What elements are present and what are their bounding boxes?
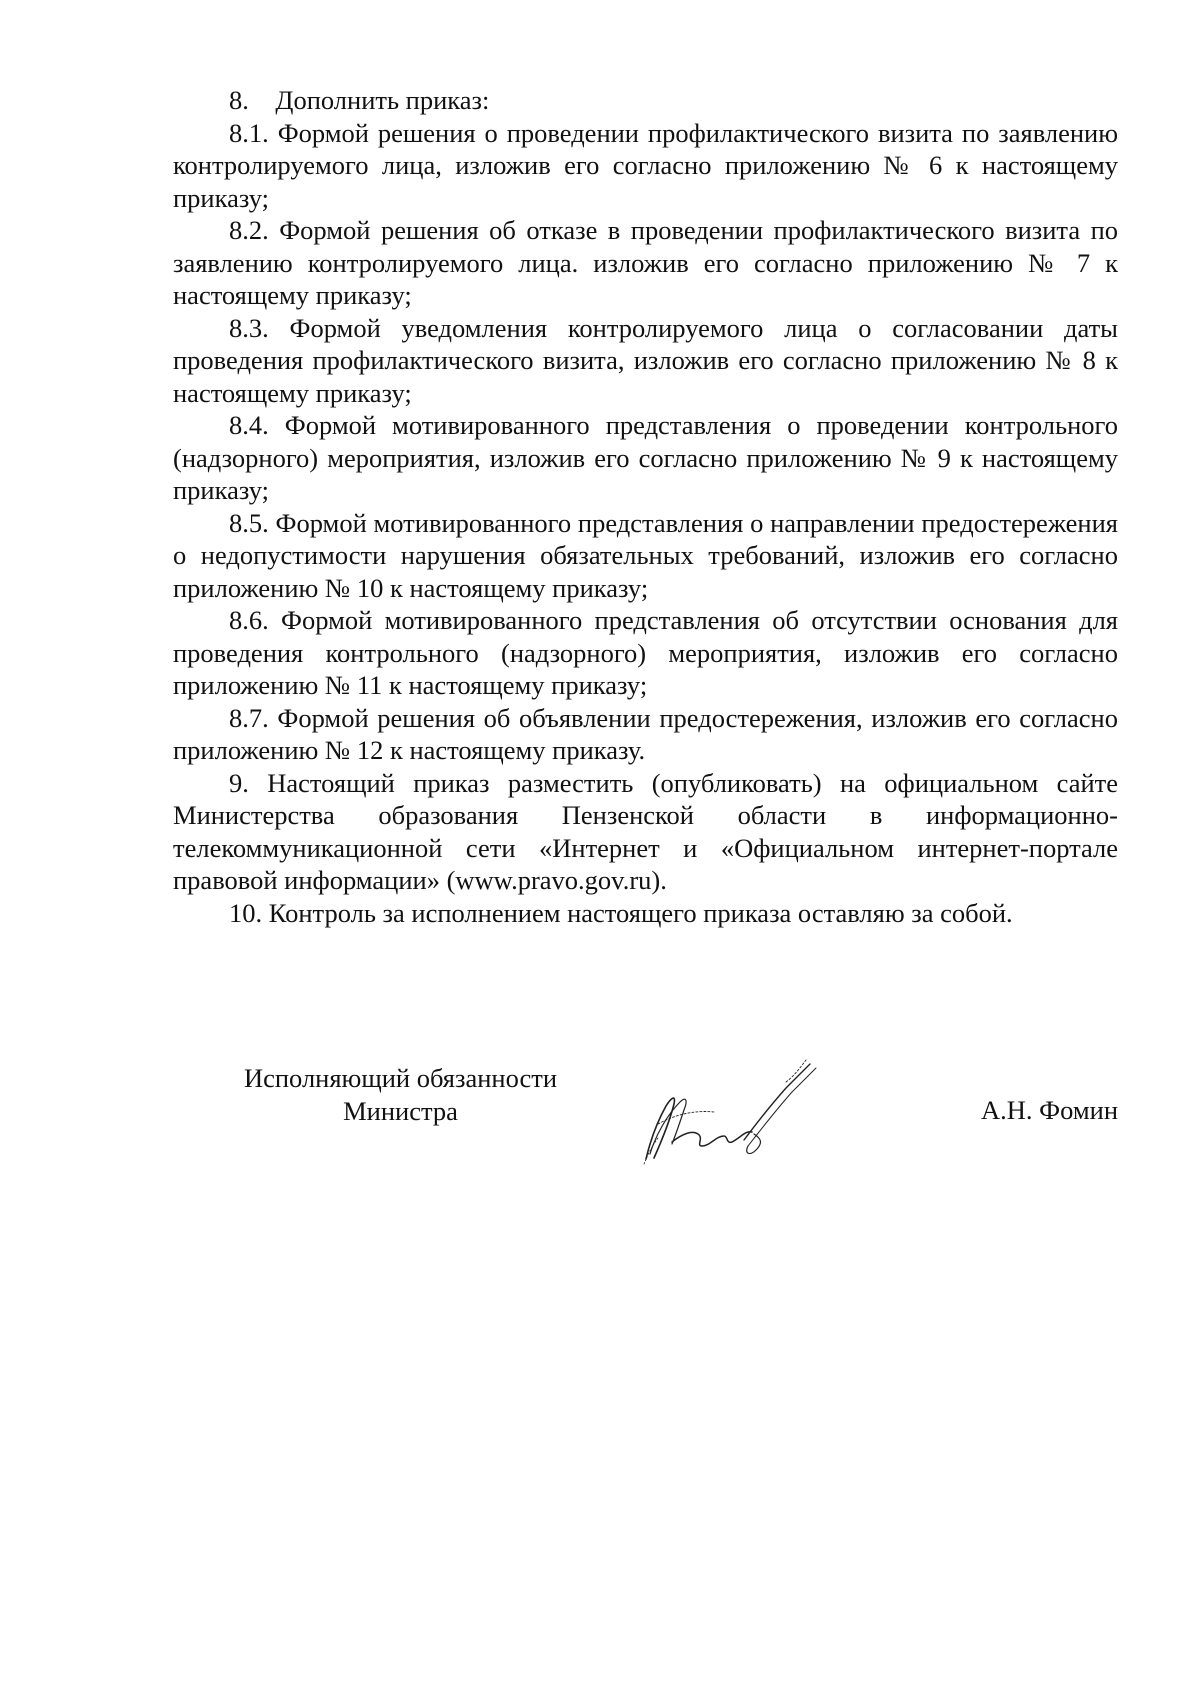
signatory-position [228,1062,573,1127]
document-body [173,84,1118,929]
item-9: 9. Настоящий приказ разместить (опубликовать) на официальном сайте Министерства образования Пензенской области в информационно-телекоммуникационной сети «Интернет и «Официальном интернет-портале правовой информации» (www.pravo.gov.ru). [173,767,1118,895]
item-8: 8. Дополнить приказ: [229,85,490,115]
position-line-2: Министра [343,1095,458,1126]
item-8-7: 8.7. Формой решения об объявлении предостережения, изложив его согласно приложению № 12 к настоящему приказу. [173,702,1118,765]
item-8-5: 8.5. Формой мотивированного представления о направлении предостережения о недопустимости нарушения обязательных требований, изложив его согласно приложению № 10 к настоящему приказу; [173,507,1118,603]
position-line-1: Исполняющий обязанности [243,1063,558,1093]
signatory-name: А.Н. Фомин [981,1095,1118,1125]
item-8-3: 8.3. Формой уведомления контролируемого лица о согласовании даты проведения профилактического визита, изложив его согласно приложению № 8 к настоящему приказу; [173,312,1118,408]
item-8-2: 8.2. Формой решения об отказе в проведении профилактического визита по заявлению контролируемого лица. изложив его согласно приложению № 7 к настоящему приказу; [173,215,1118,310]
item-10: 10. Контроль за исполнением настоящего приказа оставляю за собой. [229,897,1013,928]
item-8-4: 8.4. Формой мотивированного представления о проведении контрольного (надзорного) мероприятия, изложив его согласно приложению № 9 к настоящему приказу; [173,410,1118,505]
signature-block [0,1062,1200,1182]
item-8-6: 8.6. Формой мотивированного представления об отсутствии основания для проведения контрольного (надзорного) мероприятия, изложив его согласно приложению № 11 к настоящему приказу; [173,605,1118,700]
item-8-1: 8.1. Формой решения о проведении профилактического визита по заявлению контролируемого лица, изложив его согласно приложению № 6 к настоящему приказу; [173,117,1118,213]
handwritten-signature [636,1054,826,1174]
